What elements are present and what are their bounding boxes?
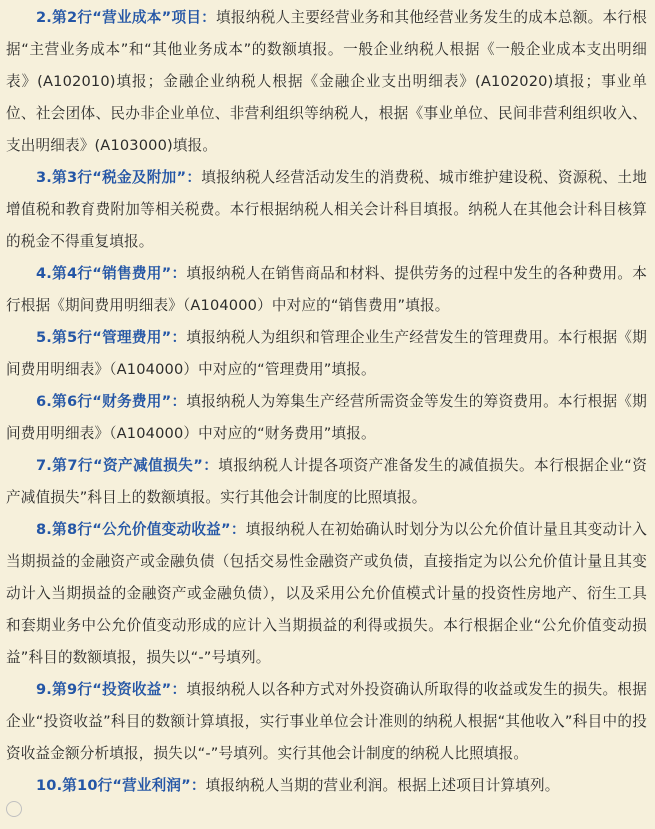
item-heading: 7.第7行“资产减值损失”： <box>36 457 219 474</box>
item-4 <box>6 258 647 322</box>
item-7 <box>6 450 647 514</box>
item-text: 填报纳税人以各种方式对外投资确认所取得的收益或发生的损失。根据企业“投资收益”科目的数额计算填报，实行事业单位会计准则的纳税人根据“其他收入”科目中的投资收益金额分析填报，损失以“-”号填列。实行其他会计制度的纳税人比照填报。 <box>6 681 647 762</box>
item-heading: 6.第6行“财务费用”： <box>36 393 187 410</box>
item-text: 填报纳税人当期的营业利润。根据上述项目计算填列。 <box>205 777 560 794</box>
item-text: 填报纳税人计提各项资产准备发生的减值损失。本行根据企业“资产减值损失”科目上的数额填报。实行其他会计制度的比照填报。 <box>6 457 647 506</box>
item-heading: 10.第10行“营业利润”： <box>36 777 206 794</box>
item-heading: 8.第8行“公允价值变动收益”： <box>36 521 246 538</box>
item-heading: 4.第4行“销售费用”： <box>36 265 187 282</box>
item-10 <box>6 770 647 802</box>
item-5 <box>6 322 647 386</box>
item-text: 填报纳税人为筹集生产经营所需资金等发生的筹资费用。本行根据《期间费用明细表》（A104000）中对应的“财务费用”填报。 <box>6 393 647 442</box>
item-8 <box>6 514 647 674</box>
watermark-logo-icon <box>6 799 76 819</box>
item-2 <box>6 2 647 162</box>
item-6 <box>6 386 647 450</box>
item-text: 填报纳税人经营活动发生的消费税、城市维护建设税、资源税、土地增值税和教育费附加等相关税费。本行根据纳税人相关会计科目填报。纳税人在其他会计科目核算的税金不得重复填报。 <box>6 169 647 250</box>
item-text: 填报纳税人在销售商品和材料、提供劳务的过程中发生的各种费用。本行根据《期间费用明细表》（A104000）中对应的“销售费用”填报。 <box>6 265 647 314</box>
item-text: 填报纳税人为组织和管理企业生产经营发生的管理费用。本行根据《期间费用明细表》（A104000）中对应的“管理费用”填报。 <box>6 329 647 378</box>
item-text: 填报纳税人在初始确认时划分为以公允价值计量且其变动计入当期损益的金融资产或金融负债（包括交易性金融资产或负债，直接指定为以公允价值计量且其变动计入当期损益的金融资产或金融负债），以及采用公允价值模式计量的投资性房地产、衍生工具和套期业务中公允价值变动形成的应计入当期损益的利得或损失。本行根据企业“公允价值变动损益”科目的数额填报，损失以“-”号填列。 <box>6 521 647 666</box>
item-heading: 3.第3行“税金及附加”： <box>36 169 202 186</box>
item-heading: 9.第9行“投资收益”： <box>36 681 187 698</box>
item-heading: 2.第2行“营业成本”项目： <box>36 9 217 26</box>
item-heading: 5.第5行“管理费用”： <box>36 329 187 346</box>
item-text: 填报纳税人主要经营业务和其他经营业务发生的成本总额。本行根据“主营业务成本”和“其他业务成本”的数额填报。一般企业纳税人根据《一般企业成本支出明细表》(A102010)填报；金融企业纳税人根据《金融企业支出明细表》(A102020)填报；事业单位、社会团体、民办非企业单位、非营利组织等纳税人，根据《事业单位、民间非营利组织收入、支出明细表》(A103000)填报。 <box>6 9 647 154</box>
item-3 <box>6 162 647 258</box>
item-9 <box>6 674 647 770</box>
